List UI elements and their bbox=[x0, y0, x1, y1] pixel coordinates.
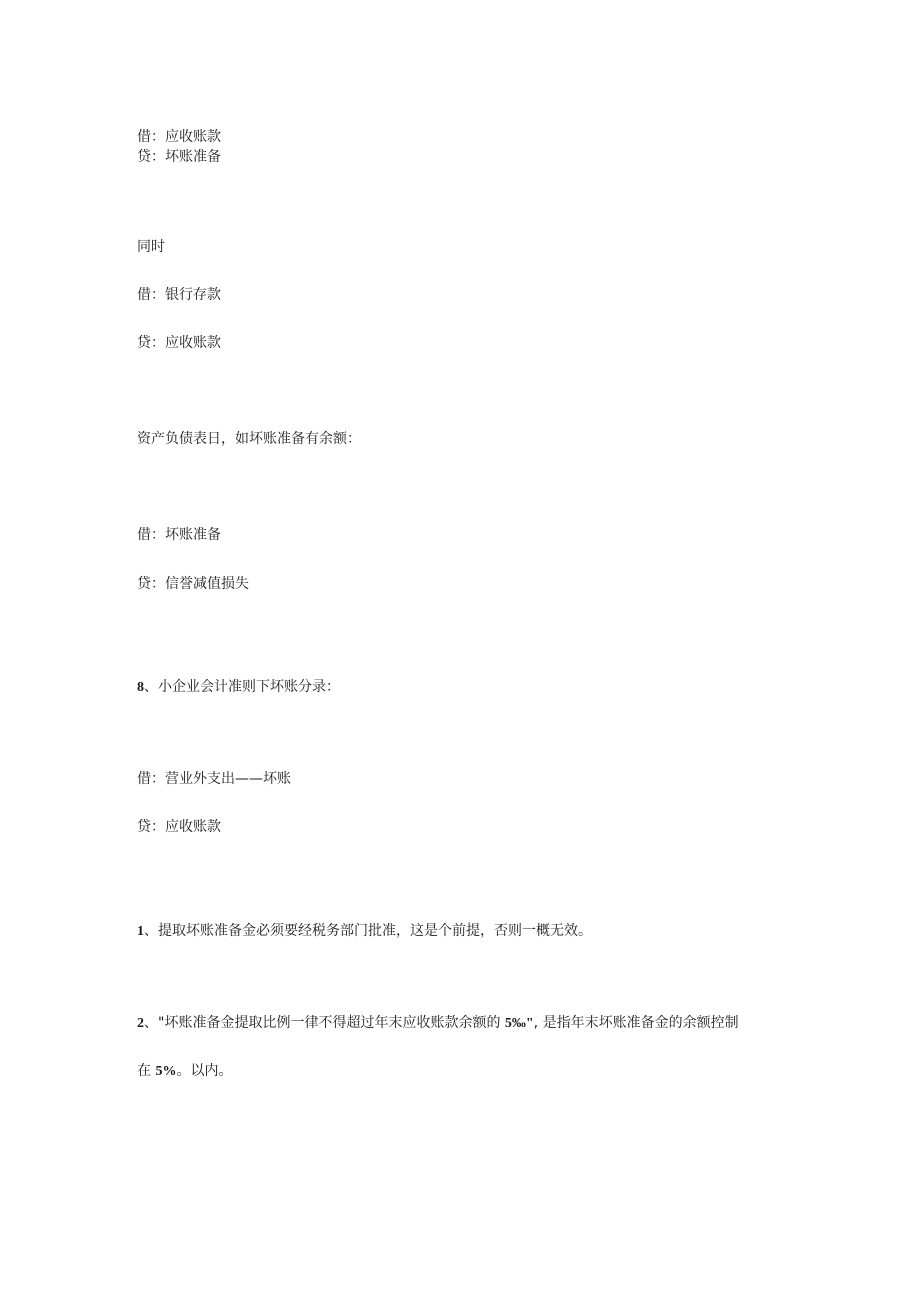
note-percent: 5% bbox=[155, 1064, 177, 1079]
text-meanwhile: 同时 bbox=[137, 239, 165, 255]
journal-credit-receivable: 贷：应收账款 bbox=[137, 335, 221, 351]
note-text: 、提取坏账准备金必须要经税务部门批准，这是个前提，否则一概无效。 bbox=[144, 923, 592, 939]
journal-credit-bad-debt-reserve: 贷：坏账准备 bbox=[137, 149, 221, 165]
note-text-part: 在 bbox=[137, 1063, 156, 1079]
note-text-part: , 是指年末坏账准备金的余额控制 bbox=[533, 1015, 739, 1031]
journal-debit-bank-deposit: 借：银行存款 bbox=[137, 287, 221, 303]
section-number: 8 bbox=[137, 680, 144, 695]
journal-debit-receivable: 借：应收账款 bbox=[137, 129, 221, 145]
note-text-part: 、"坏账准备金提取比例一律不得超过年末应收账款余额的 bbox=[144, 1015, 505, 1031]
note-number: 2 bbox=[137, 1016, 144, 1031]
journal-credit-receivable-2: 贷：应收账款 bbox=[137, 819, 221, 835]
journal-credit-credit-impairment-loss: 贷：信誉减值损失 bbox=[137, 576, 249, 592]
note-ratio: 5‰" bbox=[504, 1016, 534, 1031]
note-item-1 bbox=[137, 922, 592, 941]
section-heading-small-business bbox=[137, 678, 340, 697]
note-item-2 bbox=[137, 1014, 739, 1033]
note-text-part: 。以内。 bbox=[176, 1063, 233, 1079]
note-number: 1 bbox=[137, 924, 144, 939]
text-balance-sheet-date: 资产负债表日，如坏账准备有余额： bbox=[137, 431, 361, 447]
note-item-2-continued bbox=[137, 1062, 232, 1081]
journal-debit-non-operating-expense: 借：营业外支出——坏账 bbox=[137, 771, 291, 787]
journal-debit-bad-debt-reserve: 借：坏账准备 bbox=[137, 527, 221, 543]
section-heading-text: 、小企业会计准则下坏账分录： bbox=[144, 679, 340, 695]
